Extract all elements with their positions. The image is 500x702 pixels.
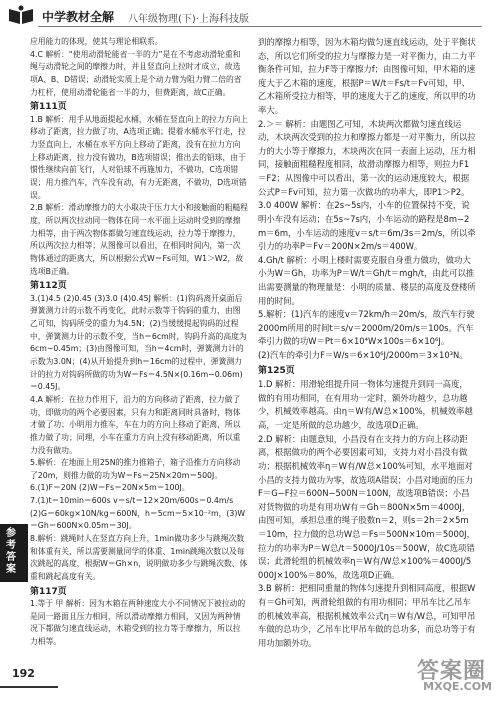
book-subtitle: 八年级物理(下)·上海科技版 (128, 14, 249, 25)
answer-key-tab-label: 参考答案 (6, 528, 16, 575)
footer-rule (0, 686, 58, 688)
book-title: 中学教材全解 (42, 10, 115, 24)
answer-paragraph: 4.A 解析：在拉力作用下，沿力的方向移动了距离，拉力做了功，即做功的两个必要因素，只有力和距离同时具备时，物体才做了功；小明用力推车，车在力的方向上移动了距离，所以推力做了功；同理，小车在重力方向上没有移动距离，所以重力没有做功。 (30, 394, 241, 455)
answer-paragraph: 5.解析：(1)汽车的速度v＝72km/h＝20m/s，故汽车行驶2000m所用的时间t＝s/v＝2000m/20m/s＝100s。汽车牵引力做的功W＝Pt＝6×10⁴W×100s＝6×10⁶J。 (258, 309, 475, 347)
answer-paragraph: 4.C 解析：“使用动滑轮能省一半的力”是在不考虑动滑轮重和绳与动滑轮之间的摩擦力时，并且竖直向上拉时才成立，故选项A、B、D错误；动滑轮实质上是个动力臂为阻力臂二倍的省力杠杆，使用动滑轮能省一半的力，但费距离，故C正确。 (30, 49, 242, 97)
page-header (0, 0, 500, 34)
header-rule (38, 26, 482, 27)
right-column (258, 36, 476, 650)
answer-paragraph: 6.(1)F＝20N (2)W＝Fs＝20N×5m＝100J。 (30, 483, 190, 493)
answer-paragraph: 3.B 解析：把相同重量的物体匀速提升到相同高度，根据W有＝Gh可知，两滑轮组做的有用功相同；甲吊车比乙吊车的机械效率高，根据机械效率公式η＝W有/W总，可知甲吊车做的总功少，乙吊车比甲吊车做的总功多，而总功等于有用功加额外功。 (258, 583, 476, 648)
answer-paragraph: 1.等于 甲 解析：因为木箱在两种速度大小不同情况下被拉动的是同一路面且压力相同，所以滑动摩擦力相同，又因为两种情况下都做匀速直线运动，木箱受到的拉力等于摩擦力，所以拉力相等。 (30, 599, 246, 647)
answer-paragraph: 3.0 400W 解析：在2s~5s内，小车的位置保持不变，说明小车没有运动；在5s~7s内，小车运动的路程是8m−2m＝6m，小车运动的速度v＝s/t＝6m/3s＝2m/s，所以牵引力的功率P＝Fv＝200N×2m/s＝400W。 (258, 200, 476, 252)
watermark-text: 答案圈 (416, 659, 486, 684)
answer-paragraph: (2)G＝60kg×10N/kg＝600N，h＝5cm＝5×10⁻²m，(3)W＝Gh＝600N×0.05m＝30J。 (30, 508, 246, 531)
left-column (30, 36, 248, 649)
site-watermark (408, 654, 494, 698)
book-logo-icon (8, 5, 34, 25)
answer-paragraph: 应用能力的体现，使其与理论相联系。 (30, 37, 163, 46)
answer-paragraph: 7.(1)t＝10min＝600s v＝s/t＝12×20m/600s＝0.4m/s (30, 496, 234, 506)
answer-paragraph: 3.(1)4.5 (2)0.45 (3)3.0 (4)0.45J 解析：(1)钩码离开桌面后弹簧测力计的示数不再变化，此时示数等于钩码的重力，由图乙可知，钩码所受的重力为4.5N；(2)当缓缓提起钩码的过程中，弹簧测力计的示数不变，当h＝6cm时，钩码升高的高度为6cm−0.45m；(3)由图像可知，当h＝4cm时，弹簧测力计的示数为3.0N；(4)从开始提升到h＝16cm的过程中，弹簧测力计的拉力对钩码所做的功为W＝Fs＝4.5N×(0.16m−0.06m)＝0.45J。 (30, 293, 247, 392)
page-number: 192 (12, 667, 35, 680)
page-section-heading: 第112页 (30, 281, 67, 292)
answer-paragraph: 1.B 解析：用手从地面提起水桶，水桶在竖直向上的拉力方向上移动了距离，拉力做了功，A选项正确；提着水桶水平行走，拉力竖直向上，水桶在水平方向上移动了距离，没有在拉力方向上移动距离，拉力没有做功，B选项错误；推出去的铅球，由于惯性继续向前飞行，人对铅球不再施加力，不做功，C选项错误；用力推汽车，汽车没有动，有力无距离，不做功，D选项错误。 (30, 114, 248, 200)
answer-paragraph: 8.解析：跳绳时人在竖直方向上升，1min做功多少与跳绳次数和体重有关，所以需要测量同学的体重、1min跳绳次数以及每次跳起的高度，根据W＝Gh×n，说明做功多少与跳绳次数、体重和跳起高度有关。 (30, 533, 248, 581)
watermark-url: MXQE.COM (423, 680, 492, 693)
answer-key-tab (0, 524, 28, 582)
answer-paragraph: (2)汽车的牵引力F＝W/s＝6×10⁶J/2000m＝3×10³N。 (258, 350, 468, 361)
page-section-heading: 第117页 (30, 586, 67, 597)
answer-paragraph: 5.解析：在地面上用25N的推力推箱子，箱子沿推力方向移动了20m，则推力做的功为W＝Fs＝25N×20m＝500J。 (30, 458, 241, 480)
page-section-heading: 第111页 (30, 102, 67, 113)
page-section-heading: 第125页 (258, 365, 295, 376)
answer-paragraph: 2.＞＝ 解析：由题图乙可知，木块两次都做匀速直线运动，木块两次受到的拉力和摩擦力都是一对平衡力，所以拉力的大小等于摩擦力，木块两次在同一表面上运动，压力相同，接触面粗糙程度相同，故滑动摩擦力相等，则拉力F1＝F2；从图像中可以看出，第一次的运动速度较大，根据公式P＝Fv可知，拉力第一次做功的功率大，即P1＞P2。 (258, 118, 476, 197)
answer-paragraph: 4.Gh/t 解析：小明上楼时需要克服自身重力做功，做功大小为W＝Gh，功率为P＝W/t＝Gh/t＝mgh/t，由此可以推出需要测量的物理量是：小明的质量、楼层的高度及登楼所用的时间。 (258, 254, 476, 306)
answer-paragraph: 2.B 解析：滑动摩擦力的大小取决于压力大小和接触面的粗糙程度，所以两次拉动同一物体在同一水平面上运动时受到的摩擦力相等，由于两次物体都做匀速直线运动，拉力等于摩擦力，所以两次拉力相等；从图像可以看出，在相同时间内，第一次物体通过的距离大，所以根据公式W＝Fs可知，W1＞W2，故选项B正确。 (30, 203, 248, 276)
answer-paragraph: 2.D 解析：由题意知，小昌没有在支持力的方向上移动距离，根据做功的两个必要因素可知，支持力对小昌没有做功；根据机械效率η＝W有/W总×100%可知，水平地面对小昌的支持力做功为零，故选项A错误；小昌对地面的压力F＝G−F拉＝600N−500N＝100N，故选项B错误；小昌对货物做的功是有用功W有＝Gh＝800N×5m＝4000J，由图可知，承担总重的绳子股数n＝2，则s＝2h＝2×5m＝10m，拉力做的总功W总＝Fs＝500N×10m＝5000J，拉力的功率为P＝W总/t＝5000J/10s＝500W，故C选项错误；此滑轮组的机械效率η＝W有/W总×100%＝4000J/5000J×100%＝80%，故选项D正确。 (258, 433, 476, 580)
answer-paragraph: 1.D 解析：用滑轮组提升同一物体匀速提升到同一高度，做的有用功相同，在有用功一定时，额外功越少，总功越少，机械效率越高。由η＝W有/W总×100%，机械效率越高，一定是所做的总功越少，故选项D正确。 (258, 379, 473, 431)
answer-paragraph: 到的摩擦力相等，因为木箱均做匀速直线运动，处于平衡状态，所以它们所受的拉力与摩擦力是一对平衡力，由二力平衡条件可知，拉力F等于摩擦力f；由图像可知，甲木箱的速度大于乙木箱的速度，根据P＝W/t＝Fs/t＝Fv可知，甲、乙木箱所受拉力相等，甲的速度大于乙的速度，所以甲的功率大。 (258, 37, 476, 116)
